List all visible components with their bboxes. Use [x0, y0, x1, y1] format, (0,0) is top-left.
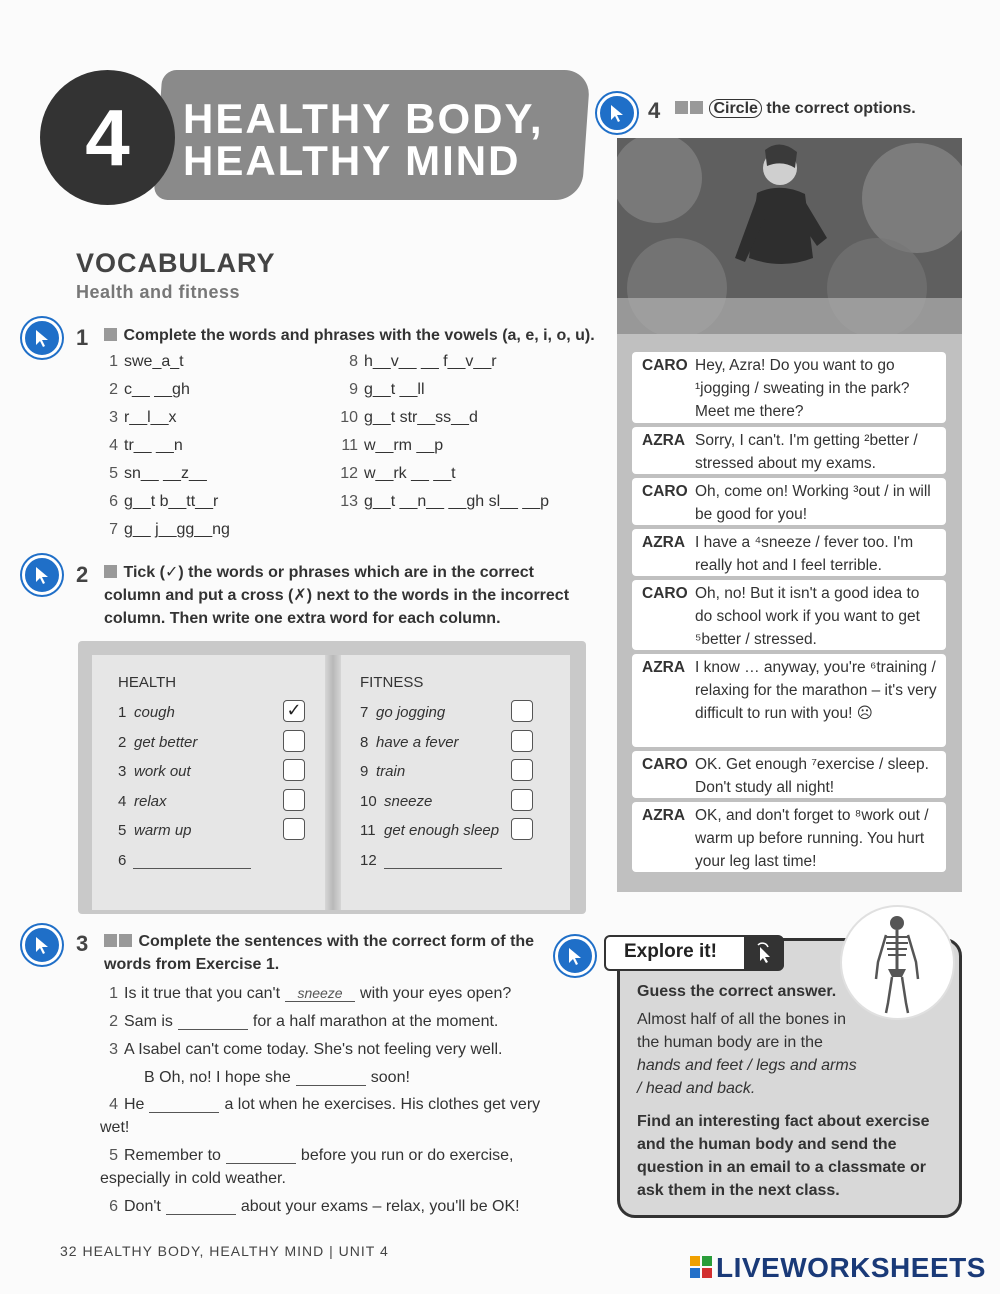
tick-box[interactable] — [283, 818, 305, 840]
ex3-activity-cursor-icon[interactable] — [22, 925, 62, 965]
ex1-item — [100, 520, 340, 548]
book-spine — [325, 655, 341, 910]
book-item-number: 5 — [118, 822, 127, 839]
book-item-text: get enough sleep — [384, 822, 500, 839]
ex3-instruction — [104, 930, 574, 976]
health-column-header: HEALTH — [118, 674, 177, 691]
difficulty-star-icon — [104, 328, 117, 341]
ex1-item — [340, 492, 600, 520]
dialogue-bubble — [632, 654, 946, 747]
tick-box[interactable] — [511, 730, 533, 752]
ex1-item-number: 9 — [349, 381, 358, 398]
ex3-sentence-before: B Oh, no! I hope she — [144, 1069, 291, 1086]
ex1-item-number: 7 — [109, 521, 118, 538]
ex3-sentence-number: 5 — [109, 1147, 118, 1164]
speaker-name: AZRA — [642, 807, 686, 824]
tick-box[interactable] — [283, 730, 305, 752]
ex1-item-number: 5 — [109, 465, 118, 482]
ex3-sentence-before: Remember to — [124, 1147, 221, 1164]
ex1-item — [340, 380, 600, 408]
tick-box[interactable] — [283, 789, 305, 811]
explore-question-heading: Guess the correct answer. — [637, 983, 837, 1000]
ex1-item-number: 8 — [349, 353, 358, 370]
explore-question-options: hands and feet / legs and arms / head and back. — [637, 1057, 857, 1097]
dialogue-line[interactable]: I know … anyway, you're ⁶training / relaxing for the marathon – it's very difficult to run with you! ☹ — [695, 659, 937, 722]
ex1-item-text[interactable]: sn__ __z__ — [124, 465, 207, 482]
book-item-text: go jogging — [376, 704, 446, 721]
explore-question-text: Almost half of all the bones in the human body are in the — [637, 1011, 847, 1051]
ex1-item — [340, 436, 600, 464]
ex3-sentence-after: for a half marathon at the moment. — [252, 1013, 499, 1030]
ex1-item — [100, 408, 340, 436]
ex1-item-number: 13 — [340, 493, 358, 510]
dialogue-bubble — [632, 529, 946, 576]
dialogue-bubble — [632, 580, 946, 650]
difficulty-star-icon — [104, 934, 117, 947]
ex3-sentence-number: 2 — [109, 1013, 118, 1030]
dialogue-line[interactable]: Sorry, I can't. I'm getting ²better / stressed about my exams. — [695, 432, 918, 472]
ex3-sentence-after: about your exams – relax, you'll be OK! — [240, 1198, 520, 1215]
ex3-sentence-after: with your eyes open? — [360, 985, 512, 1002]
book-item-number: 10 — [360, 792, 377, 810]
ex3-answer-input[interactable] — [285, 985, 355, 1002]
ex1-item-text[interactable]: r__l__x — [124, 409, 177, 426]
book-item-number: 1 — [118, 704, 127, 721]
ex1-item-number: 4 — [109, 437, 118, 454]
tick-box[interactable]: ✓ — [283, 700, 305, 722]
unit-number: 4 — [40, 70, 175, 205]
book-item-text: sneeze — [384, 792, 433, 810]
dialogue-line[interactable]: I have a ⁴sneeze / fever too. I'm really hot and I feel terrible. — [695, 534, 914, 574]
ex3-number: 3 — [76, 931, 89, 956]
ex4-activity-cursor-icon[interactable] — [597, 93, 637, 133]
book-item-number: 11 — [360, 822, 376, 839]
ex3-instruction-text: Complete the sentences with the correct form of the words from Exercise 1. — [104, 933, 535, 973]
circle-keyword: Circle — [709, 99, 761, 118]
ex3-sentence — [100, 1144, 550, 1190]
tick-box[interactable] — [511, 759, 533, 781]
speaker-name: CARO — [642, 756, 688, 773]
unit-title-line2: HEALTHY MIND — [183, 137, 521, 184]
ex1-item-text[interactable]: g__t __n__ __gh sl__ __p — [364, 493, 550, 510]
ex1-activity-cursor-icon[interactable] — [22, 318, 62, 358]
ex4-number: 4 — [648, 98, 661, 123]
ex1-item — [100, 436, 340, 464]
ex3-answer-input[interactable] — [178, 1013, 248, 1030]
book-item-number: 7 — [360, 704, 369, 721]
runner-photo — [617, 138, 962, 334]
health-extra-number: 6 — [118, 852, 127, 869]
vocabulary-heading: VOCABULARY — [76, 248, 276, 278]
vocabulary-subheading: Health and fitness — [76, 282, 241, 302]
tick-box[interactable] — [511, 818, 533, 840]
book-item-number: 9 — [360, 763, 369, 780]
fitness-column-header: FITNESS — [360, 674, 424, 691]
dialogue-bubble — [632, 352, 946, 423]
ex3-sentence-before: A Isabel can't come today. She's not feeling very well. — [124, 1041, 503, 1058]
ex4-instruction — [675, 97, 975, 120]
health-extra-input[interactable] — [133, 851, 251, 869]
liveworksheets-brand: LIVEWORKSHEETS — [716, 1252, 986, 1283]
book-item-text: work out — [134, 763, 191, 780]
ex3-sentence — [100, 1195, 550, 1218]
ex3-sentence-number: 1 — [109, 985, 118, 1002]
ex1-item-text[interactable]: g__ j__gg__ng — [124, 521, 230, 538]
book-item-text: train — [376, 763, 406, 780]
difficulty-star-icon — [119, 934, 132, 947]
ex3-answer-input[interactable] — [166, 1198, 236, 1215]
difficulty-star-icon — [675, 101, 688, 114]
unit-title — [183, 95, 544, 184]
page-footer: 32 HEALTHY BODY, HEALTHY MIND | UNIT 4 — [60, 1243, 389, 1259]
dialogue-bubble — [632, 802, 946, 872]
book-item-number: 4 — [118, 792, 127, 810]
ex1-item-number: 1 — [109, 353, 118, 370]
ex2-instruction-text: Tick (✓) the words or phrases which are in the correct column and put a cross (✗) next to the words in the incorrect column. Then write one extra word for each column. — [104, 564, 570, 627]
ex2-activity-cursor-icon[interactable] — [22, 555, 62, 595]
ex3-sentence-number: 6 — [109, 1198, 118, 1215]
book-item-text: warm up — [134, 822, 192, 839]
ex3-sentence-after: a lot when he exercises. His clothes get very wet! — [100, 1096, 541, 1136]
ex3-sentence-before: Sam is — [124, 1013, 173, 1030]
ex1-item-text[interactable]: w__rk __ __t — [364, 465, 456, 482]
explore-question — [637, 1008, 857, 1100]
dialogue-line[interactable]: Hey, Azra! Do you want to go ¹jogging / sweating in the park? Meet me there? — [695, 357, 910, 420]
dialogue-line[interactable]: OK. Get enough ⁷exercise / sleep. Don't study all night! — [695, 756, 929, 796]
ex1-item — [340, 408, 600, 436]
dialogue-line[interactable]: Oh, no! But it isn't a good idea to do school work if you want to get ⁵better / stressed. — [695, 585, 920, 648]
speaker-name: CARO — [642, 357, 688, 374]
book-item-number: 2 — [118, 733, 127, 751]
speaker-name: AZRA — [642, 432, 686, 449]
ex1-item — [100, 492, 340, 520]
difficulty-star-icon — [104, 565, 117, 578]
ex3-sentence-number: 4 — [109, 1096, 118, 1113]
ex1-item-text[interactable]: g__t str__ss__d — [364, 409, 478, 426]
dialogue-bubble — [632, 478, 946, 525]
book-item-text: cough — [134, 704, 175, 721]
tick-box[interactable] — [511, 700, 533, 722]
ex1-item-text[interactable]: c__ __gh — [124, 381, 190, 398]
skeleton-image — [840, 905, 955, 1020]
tick-box[interactable] — [511, 789, 533, 811]
book-item-text: have a fever — [376, 733, 459, 751]
explore-task: Find an interesting fact about exercise and the human body and send the question in an email to a classmate or ask them in the next class. — [637, 1113, 930, 1199]
ex1-item-number: 12 — [340, 465, 358, 482]
dialogue-line[interactable]: Oh, come on! Working ³out / in will be good for you! — [695, 483, 931, 523]
explore-activity-cursor-icon[interactable] — [555, 936, 595, 976]
dialogue-bubble — [632, 427, 946, 474]
ex2-number: 2 — [76, 562, 89, 587]
ex1-item — [100, 352, 340, 380]
ex1-item-text[interactable]: w__rm __p — [364, 437, 444, 454]
ex3-sentence-after: before you run or do exercise, especially in cold weather. — [100, 1147, 514, 1187]
ex3-sentence — [100, 1010, 550, 1033]
ex1-item — [100, 380, 340, 408]
speaker-name: AZRA — [642, 659, 686, 676]
dialogue-bubble — [632, 751, 946, 798]
ex3-sentence-before: Don't — [124, 1198, 161, 1215]
speaker-name: CARO — [642, 483, 688, 500]
fitness-extra-number: 12 — [360, 852, 377, 869]
ex1-item — [340, 464, 600, 492]
ex1-item-number: 2 — [109, 381, 118, 398]
ex1-instruction-text: Complete the words and phrases with the vowels (a, e, i, o, u). — [123, 327, 595, 344]
speaker-name: CARO — [642, 585, 688, 602]
ex3-sentence-after: soon! — [370, 1069, 410, 1086]
ex1-item-number: 10 — [340, 409, 358, 426]
book-item-number: 8 — [360, 733, 369, 751]
ex1-left-list — [100, 352, 340, 548]
ex1-item — [340, 352, 600, 380]
unit-title-line1: HEALTHY BODY, — [183, 95, 544, 142]
speaker-name: AZRA — [642, 534, 686, 551]
ex1-right-list — [340, 352, 600, 520]
ex1-number: 1 — [76, 325, 89, 350]
ex1-item-text[interactable]: g__t __ll — [364, 381, 425, 398]
liveworksheets-logo-icon — [690, 1256, 712, 1278]
ex4-instruction-text: the correct options. — [766, 100, 916, 117]
ex1-item-text[interactable]: tr__ __n — [124, 437, 183, 454]
ex1-item-number: 11 — [341, 437, 358, 454]
ex3-sentence — [100, 1093, 550, 1139]
ex3-answer-input[interactable] — [226, 1147, 296, 1164]
dialogue-line[interactable]: OK, and don't forget to ⁸work out / warm up before running. You hurt your leg last time! — [695, 807, 929, 870]
ex3-sentence-before: He — [124, 1096, 145, 1113]
ex3-sentence-number: 3 — [109, 1041, 118, 1058]
book-item-text: relax — [134, 792, 167, 810]
ex3-answer-input[interactable] — [296, 1069, 366, 1086]
click-cursor-icon — [744, 936, 784, 970]
ex2-instruction — [104, 561, 589, 630]
ex1-instruction — [104, 324, 604, 347]
explore-label: Explore it! — [624, 941, 717, 962]
ex3-sentence — [100, 1066, 550, 1089]
ex1-item — [100, 464, 340, 492]
ex1-item-text[interactable]: swe_a_t — [124, 353, 184, 370]
ex1-item-number: 3 — [109, 409, 118, 426]
book-item-number: 3 — [118, 763, 127, 780]
ex1-item-text[interactable]: h__v__ __ f__v__r — [364, 353, 497, 370]
ex3-sentence-before: Is it true that you can't — [124, 985, 281, 1002]
ex3-answer-input[interactable] — [149, 1096, 219, 1113]
ex3-sentence — [100, 1038, 550, 1061]
ex3-sentence — [100, 982, 550, 1005]
fitness-extra-input[interactable] — [384, 851, 502, 869]
ex1-item-text[interactable]: g__t b__tt__r — [124, 493, 219, 510]
ex1-item-number: 6 — [109, 493, 118, 510]
tick-box[interactable] — [283, 759, 305, 781]
difficulty-star-icon — [690, 101, 703, 114]
book-item-text: get better — [134, 733, 198, 751]
